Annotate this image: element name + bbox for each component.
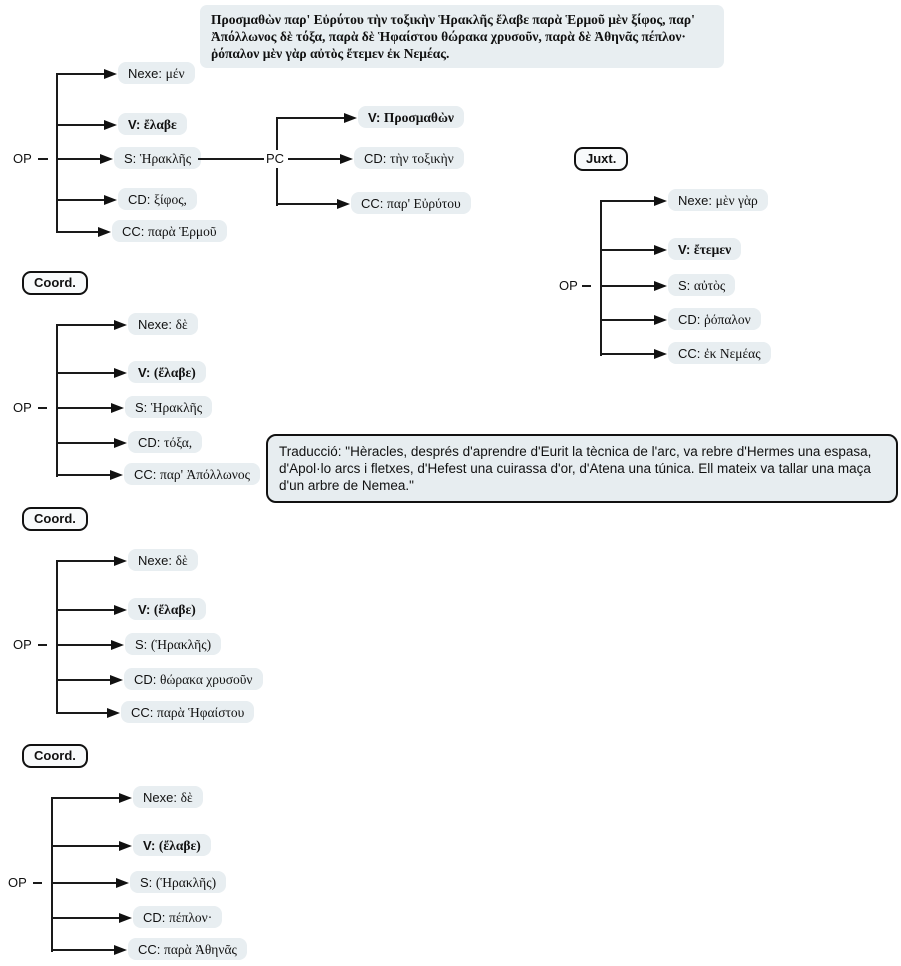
row-greek-value: παρὰ Ἡφαίστου [157, 705, 245, 720]
tree-row-box [668, 238, 741, 260]
row-function-label: CC: [122, 224, 145, 239]
row-function-label: V: [138, 602, 151, 617]
arrow-head-icon [111, 403, 124, 413]
arrow-head-icon [104, 195, 117, 205]
s-pc-connector-line [198, 158, 264, 160]
row-function-label: CD: [128, 192, 151, 207]
trunk-line [600, 200, 602, 356]
tree-row-box [125, 396, 212, 418]
op-node-label: OP [8, 875, 27, 890]
arrow-head-icon [114, 438, 127, 448]
row-function-label: Nexe: [138, 317, 172, 332]
trunk-line [276, 117, 278, 150]
tree-row-box [133, 834, 211, 856]
arrow-head-icon [98, 227, 111, 237]
row-greek-value: δὲ [180, 790, 193, 805]
branch-line [600, 200, 654, 202]
row-function-label: Nexe: [128, 66, 162, 81]
trunk-line [56, 324, 58, 477]
row-function-label: Nexe: [678, 193, 712, 208]
arrow-head-icon [114, 945, 127, 955]
arrow-head-icon [119, 841, 132, 851]
tree-row-box [118, 113, 187, 135]
trunk-line [56, 73, 58, 233]
branch-line [56, 679, 110, 681]
arrow-head-icon [119, 913, 132, 923]
arrow-head-icon [114, 368, 127, 378]
op-dash-line [38, 644, 47, 646]
row-function-label: S: [135, 400, 148, 415]
branch-line [56, 231, 98, 233]
branch-line [600, 285, 654, 287]
tree-row-box [351, 192, 471, 214]
tree-row-box [121, 701, 254, 723]
branch-line [51, 845, 119, 847]
tree-row-box [668, 274, 735, 296]
row-greek-value: μέν [165, 66, 185, 81]
row-function-label: V: [138, 365, 151, 380]
row-function-label: CD: [143, 910, 166, 925]
branch-line [276, 203, 337, 205]
row-greek-value: τόξα, [164, 435, 193, 450]
row-greek-value: αὐτὸς [693, 278, 726, 293]
arrow-head-icon [104, 69, 117, 79]
trunk-line [51, 797, 53, 952]
branch-line [56, 124, 104, 126]
row-greek-value: (ἔλαβε) [153, 365, 196, 380]
arrow-head-icon [119, 793, 132, 803]
arrow-head-icon [107, 708, 120, 718]
row-function-label: Nexe: [138, 553, 172, 568]
arrow-head-icon [344, 113, 357, 123]
op-node-label: OP [13, 637, 32, 652]
branch-line [56, 442, 114, 444]
row-function-label: Nexe: [143, 790, 177, 805]
row-function-label: S: [140, 875, 153, 890]
coord-badge: Coord. [22, 507, 88, 531]
coord-badge: Coord. [22, 271, 88, 295]
arrow-head-icon [654, 196, 667, 206]
row-greek-value: παρὰ Ἑρμοῦ [148, 224, 217, 239]
branch-line [56, 158, 100, 160]
row-function-label: V: [368, 110, 381, 125]
row-greek-value: μὲν γὰρ [715, 193, 758, 208]
row-greek-value: τὴν τοξικὴν [390, 151, 454, 166]
row-greek-value: ξίφος, [154, 192, 187, 207]
arrow-head-icon [114, 605, 127, 615]
branch-line [56, 372, 114, 374]
translation-text: Traducció: "Hèracles, després d'aprendre d'Eurit la tècnica de l'arc, va rebre d'Hermes una espasa, d'Apol·lo arcs i fletxes, d'Hefest una cuirassa d'or, d'Atena una túnica. Ell mateix va tallar una maça d'un arbre de Nemea." [279, 444, 872, 493]
branch-line [51, 917, 119, 919]
branch-line [56, 560, 114, 562]
trunk-line [276, 168, 278, 206]
row-function-label: CC: [678, 346, 701, 361]
row-greek-value: (Ἡρακλῆς) [150, 637, 212, 652]
row-function-label: CD: [138, 435, 161, 450]
op-node-label: OP [13, 400, 32, 415]
row-greek-value: ἔτεμεν [693, 242, 732, 257]
op-node-label: OP [13, 151, 32, 166]
tree-row-box [118, 188, 197, 210]
row-greek-value: θώρακα χρυσοῦν [160, 672, 253, 687]
row-greek-value: δὲ [175, 553, 188, 568]
tree-row-box [124, 463, 260, 485]
row-greek-value: (Ἡρακλῆς) [155, 875, 217, 890]
row-function-label: CC: [361, 196, 384, 211]
tree-row-box [668, 308, 761, 330]
branch-line [56, 199, 104, 201]
branch-line [51, 882, 116, 884]
row-function-label: V: [143, 838, 156, 853]
tree-row-box [128, 431, 202, 453]
tree-row-box [128, 313, 198, 335]
row-function-label: V: [678, 242, 691, 257]
branch-line [56, 609, 114, 611]
branch-line [51, 949, 114, 951]
arrow-head-icon [654, 315, 667, 325]
branch-line [276, 117, 344, 119]
coord-badge: Coord. [22, 744, 88, 768]
trunk-line [56, 560, 58, 714]
branch-line [56, 407, 111, 409]
arrow-head-icon [654, 281, 667, 291]
row-function-label: CD: [678, 312, 701, 327]
tree-row-box [133, 906, 222, 928]
arrow-head-icon [654, 245, 667, 255]
arrow-head-icon [116, 878, 129, 888]
tree-row-box [128, 938, 247, 960]
arrow-head-icon [340, 154, 353, 164]
row-greek-value: παρ' Εὐρύτου [387, 196, 461, 211]
arrow-head-icon [114, 556, 127, 566]
tree-row-box [354, 147, 464, 169]
arrow-head-icon [654, 349, 667, 359]
translation-box [266, 434, 898, 503]
arrow-head-icon [100, 154, 113, 164]
row-greek-value: ἐκ Νεμέας [704, 346, 761, 361]
op-dash-line [582, 285, 591, 287]
row-greek-value: (ἔλαβε) [158, 838, 201, 853]
tree-row-box [114, 147, 201, 169]
row-function-label: S: [135, 637, 148, 652]
tree-row-box [112, 220, 227, 242]
arrow-head-icon [104, 120, 117, 130]
row-function-label: S: [678, 278, 691, 293]
op-dash-line [38, 158, 48, 160]
row-greek-value: (ἔλαβε) [153, 602, 196, 617]
tree-row-box [128, 549, 198, 571]
branch-line [288, 158, 340, 160]
op-dash-line [33, 882, 42, 884]
arrow-head-icon [110, 470, 123, 480]
tree-row-box [133, 786, 203, 808]
tree-row-box [128, 361, 206, 383]
arrow-head-icon [111, 640, 124, 650]
branch-line [56, 712, 107, 714]
branch-line [600, 353, 654, 355]
tree-row-box [668, 342, 771, 364]
arrow-head-icon [337, 199, 350, 209]
tree-row-box [130, 871, 226, 893]
row-function-label: V: [128, 117, 141, 132]
row-function-label: CC: [131, 705, 154, 720]
source-text-box [200, 5, 724, 68]
arrow-head-icon [114, 320, 127, 330]
source-text: Προσμαθὼν παρ' Εὐρύτου τὴν τοξικὴν Ἡρακλῆς ἔλαβε παρὰ Ἑρμοῦ μὲν ξίφος, παρ' Ἀπόλλωνος δὲ τόξα, παρὰ δὲ Ἡφαίστου θώρακα χρυσοῦν, παρὰ δὲ Ἀθηνᾶς πέπλον· ῥόπαλον μὲν γὰρ αὐτὸς ἔτεμεν ἐκ Νεμέας. [211, 12, 695, 61]
tree-row-box [125, 633, 221, 655]
tree-row-box [118, 62, 195, 84]
row-greek-value: δὲ [175, 317, 188, 332]
row-greek-value: Ἡρακλῆς [150, 400, 203, 415]
row-function-label: S: [124, 151, 137, 166]
branch-line [600, 249, 654, 251]
row-greek-value: Προσμαθὼν [383, 110, 454, 125]
tree-row-box [128, 598, 206, 620]
branch-line [56, 644, 111, 646]
tree-row-box [668, 189, 768, 211]
tree-row-box [124, 668, 263, 690]
row-greek-value: Ἡρακλῆς [139, 151, 192, 166]
juxt-badge: Juxt. [574, 147, 628, 171]
branch-line [600, 319, 654, 321]
branch-line [56, 474, 110, 476]
row-greek-value: ἔλαβε [143, 117, 177, 132]
op-dash-line [38, 407, 47, 409]
op-node-label: OP [559, 278, 578, 293]
pc-node-label: PC [266, 151, 285, 166]
row-function-label: CC: [138, 942, 161, 957]
row-greek-value: ῥόπαλον [704, 312, 751, 327]
row-function-label: CC: [134, 467, 157, 482]
arrow-head-icon [110, 675, 123, 685]
row-function-label: CD: [134, 672, 157, 687]
tree-row-box [358, 106, 464, 128]
row-greek-value: παρ' Ἀπόλλωνος [160, 467, 250, 482]
row-greek-value: παρὰ Ἀθηνᾶς [164, 942, 237, 957]
row-greek-value: πέπλον· [169, 910, 213, 925]
branch-line [56, 73, 104, 75]
branch-line [51, 797, 119, 799]
row-function-label: CD: [364, 151, 387, 166]
branch-line [56, 324, 114, 326]
